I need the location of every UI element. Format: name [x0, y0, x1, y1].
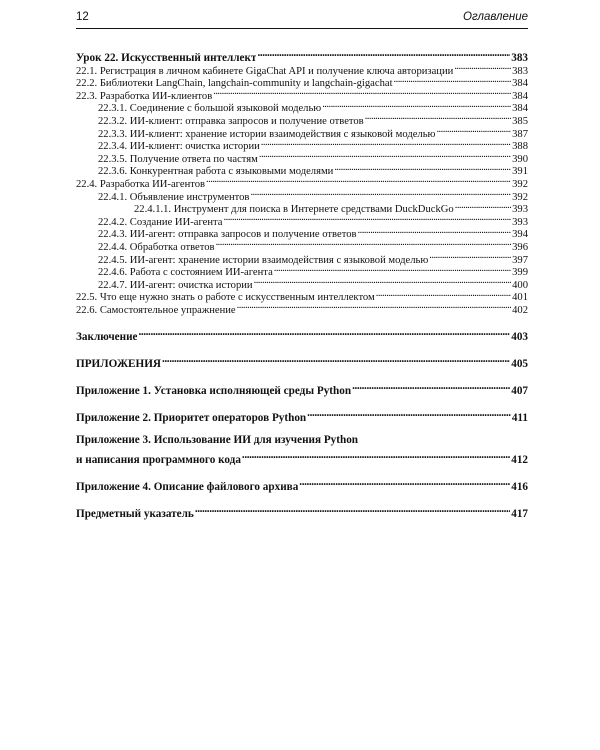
toc-entry-title: 22.3.1. Соединение с большой языковой моделью — [98, 103, 322, 115]
leader-dots — [224, 212, 512, 225]
toc-entry-page: 393 — [512, 204, 528, 216]
toc-entry-page: 402 — [512, 304, 528, 316]
leader-dots — [365, 111, 511, 124]
leader-dots — [455, 200, 511, 213]
toc-entry-title: 22.4.1.1. Инструмент для поиска в Интернете средствами DuckDuckGo — [134, 204, 454, 216]
toc-appendices[interactable]: ПРИЛОЖЕНИЯ . . . 405 — [76, 352, 528, 367]
table-of-contents — [76, 46, 528, 520]
toc-conclusion[interactable]: Заключение . . . 403 — [76, 325, 528, 340]
toc-entry-page: 388 — [512, 141, 528, 153]
toc-entry-page: 397 — [512, 254, 528, 266]
toc-entry-title: 22.4.4. Обработка ответов — [98, 241, 215, 253]
leader-dots — [274, 263, 511, 276]
leader-dots — [213, 86, 511, 99]
page-number: 12 — [76, 11, 89, 23]
toc-entry-title: 22.6. Самостоятельное упражнение — [76, 304, 236, 316]
leader-dots — [261, 137, 511, 150]
toc-appendix-2[interactable]: Приложение 2. Приоритет операторов Python . . . 411 — [76, 406, 528, 421]
toc-entry-title: 22.3. Разработка ИИ-клиентов — [76, 90, 213, 102]
toc-entry-page: 399 — [512, 267, 528, 279]
leader-dots — [138, 325, 510, 340]
toc-entry-title: 22.4.3. ИИ-агент: отправка запросов и получение ответов — [98, 229, 357, 241]
toc-appendix-4[interactable]: Приложение 4. Описание файлового архива . . . 416 — [76, 475, 528, 490]
toc-entry-title: 22.4.7. ИИ-агент: очистка истории — [98, 279, 253, 291]
toc-entry-page: 401 — [512, 292, 528, 304]
toc-entry-title: 22.3.6. Конкурентная работа с языковыми моделями — [98, 166, 334, 178]
toc-entry-title: 22.5. Что еще нужно знать о работе с искусственным интеллектом — [76, 292, 375, 304]
leader-dots — [307, 406, 511, 421]
leader-dots — [216, 237, 512, 250]
toc-entry-title: 22.3.4. ИИ-клиент: очистка истории — [98, 141, 260, 153]
toc-entry-title: 22.1. Регистрация в личном кабинете GigaChat API и получение ключа авторизации — [76, 65, 454, 77]
leader-dots — [299, 475, 510, 490]
toc-entry-page: 394 — [512, 229, 528, 241]
leader-dots — [257, 46, 510, 61]
leader-dots — [254, 275, 512, 288]
toc-lesson-22[interactable]: Урок 22. Искусственный интеллект . . . 383 — [76, 46, 528, 61]
leader-dots — [322, 99, 511, 112]
toc-entry-page: 384 — [512, 78, 528, 90]
toc-entry-page: 392 — [512, 178, 528, 190]
leader-dots — [162, 352, 510, 367]
leader-dots — [358, 225, 512, 238]
leader-dots — [334, 162, 511, 175]
toc-entry-page: 396 — [512, 241, 528, 253]
leader-dots — [454, 61, 511, 74]
leader-dots — [352, 379, 510, 394]
toc-entry-page: 383 — [512, 65, 528, 77]
leader-dots — [259, 149, 511, 162]
toc-entry-page: 384 — [512, 103, 528, 115]
toc-entry-title: 22.3.2. ИИ-клиент: отправка запросов и получение ответов — [98, 115, 364, 127]
toc-entry-title: 22.3.5. Получение ответа по частям — [98, 153, 258, 165]
toc-entry-page: 385 — [512, 115, 528, 127]
toc-entry-title: 22.4.1. Объявление инструментов — [98, 191, 250, 203]
leader-dots — [242, 448, 510, 463]
toc-entry-title: 22.4.5. ИИ-агент: хранение истории взаимодействия с языковой моделью — [98, 254, 429, 266]
leader-dots — [394, 74, 512, 87]
toc-entry-page: 391 — [512, 166, 528, 178]
toc-entry-page: 387 — [512, 128, 528, 140]
toc-entry-page: 393 — [512, 216, 528, 228]
toc-entry-title: 22.3.3. ИИ-клиент: хранение истории взаимодействия с языковой моделью — [98, 128, 436, 140]
leader-dots — [195, 502, 510, 517]
toc-entry-title: 22.4. Разработка ИИ-агентов — [76, 178, 206, 190]
page-header — [76, 10, 528, 29]
toc-entry-title: 22.4.6. Работа с состоянием ИИ-агента — [98, 267, 273, 279]
leader-dots — [376, 288, 511, 301]
toc-appendix-3-line1[interactable]: Приложение 3. Использование ИИ для изучения Python — [76, 433, 359, 446]
toc-entry-page: 390 — [512, 153, 528, 165]
toc-entry-page: 392 — [512, 191, 528, 203]
leader-dots — [436, 124, 511, 137]
toc-entry-title: 22.4.2. Создание ИИ-агента — [98, 216, 223, 228]
leader-dots — [250, 187, 511, 200]
toc-appendix-1[interactable]: Приложение 1. Установка исполняющей среды Python . . . 407 — [76, 379, 528, 394]
leader-dots — [206, 174, 511, 187]
toc-entry-page: 384 — [512, 90, 528, 102]
leader-dots — [429, 250, 511, 263]
toc-subject-index[interactable]: Предметный указатель . . . 417 — [76, 502, 528, 517]
toc-entry-page: 400 — [512, 279, 528, 291]
toc-appendix-3[interactable]: и написания программного кода . . . 412 — [76, 448, 528, 463]
toc-items-list — [76, 61, 528, 316]
leader-dots — [237, 300, 511, 313]
toc-entry-title: 22.2. Библиотеки LangChain, langchain-community и langchain-gigachat — [76, 78, 393, 90]
running-title: Оглавление — [463, 11, 528, 23]
